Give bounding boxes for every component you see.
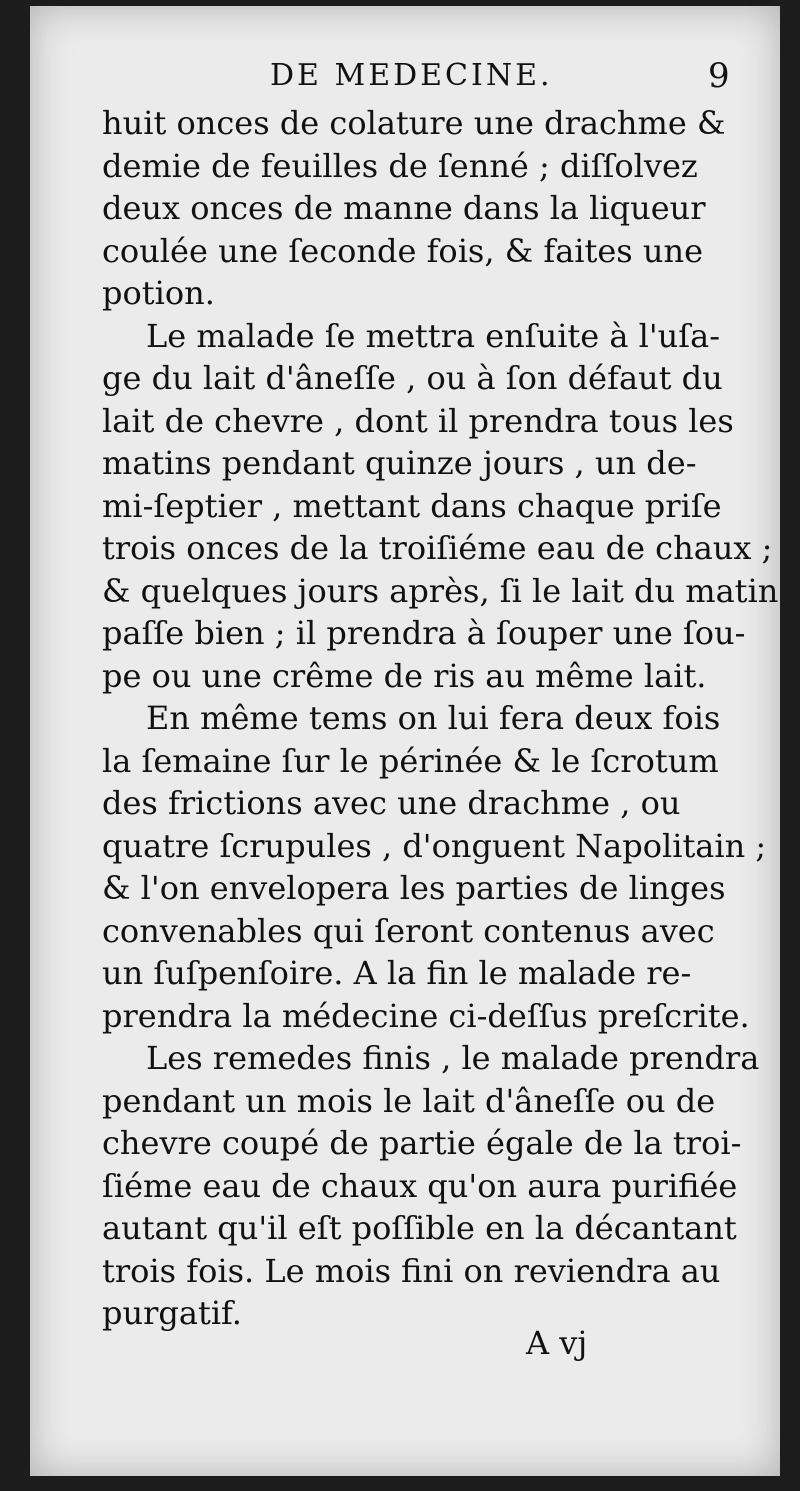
text-line: paſſe bien ; il prendra à ſouper une ſou- (102, 614, 746, 652)
running-header: DE MEDECINE. (270, 58, 553, 93)
text-line: coulée une ſeconde fois, & faites une (102, 231, 704, 270)
text-line: huit onces de colature une drachme & (102, 104, 726, 142)
book-page (30, 6, 780, 1476)
text-line: quatre ſcrupules , d'onguent Napolitain ; (102, 826, 767, 865)
paragraph-start-line: Le malade ſe mettra enſuite à l'uſa- (146, 316, 721, 355)
text-line: prendra la médecine ci-deſſus preſcrite. (102, 996, 750, 1035)
text-line: & l'on envelopera les parties de linges (102, 869, 726, 907)
text-line: autant qu'il eſt poſſible en la décantant (102, 1209, 737, 1247)
signature-mark: A vj (526, 1324, 588, 1362)
text-line: deux onces de manne dans la liqueur (102, 189, 706, 227)
text-line: purgatif. (102, 1294, 242, 1332)
text-line: ge du lait d'âneſſe , ou à ſon défaut du (102, 359, 723, 397)
text-line: pe ou une crême de ris au même lait. (102, 656, 707, 695)
text-line: potion. (102, 274, 215, 312)
text-line: matins pendant quinze jours , un de- (102, 444, 697, 482)
text-line: chevre coupé de partie égale de la troi- (102, 1124, 742, 1162)
text-line: trois fois. Le mois fini on reviendra au (102, 1251, 721, 1290)
text-line: ſiéme eau de chaux qu'on aura purifiée (102, 1166, 738, 1205)
text-line: convenables qui ſeront contenus avec (102, 911, 715, 950)
page-number: 9 (708, 56, 730, 96)
text-line: lait de chevre , dont il prendra tous les (102, 401, 734, 440)
paragraph-start-line: En même tems on lui fera deux fois (146, 699, 721, 737)
text-line: demie de feuilles de ſenné ; diſſolvez (102, 146, 698, 185)
text-line: trois onces de la troiſiéme eau de chaux ; (102, 529, 773, 567)
text-line: la ſemaine ſur le périnée & le ſcrotum (102, 741, 719, 780)
paragraph-start-line: Les remedes finis , le malade prendra (146, 1039, 760, 1077)
text-line: un ſuſpenſoire. A la fin le malade re- (102, 954, 692, 992)
text-line: pendant un mois le lait d'âneſſe ou de (102, 1081, 716, 1120)
text-line: mi-ſeptier , mettant dans chaque priſe (102, 486, 722, 525)
text-line: & quelques jours après, ſi le lait du matin (102, 571, 779, 610)
text-line: des frictions avec une drachme , ou (102, 784, 681, 822)
body-text (102, 102, 779, 1335)
